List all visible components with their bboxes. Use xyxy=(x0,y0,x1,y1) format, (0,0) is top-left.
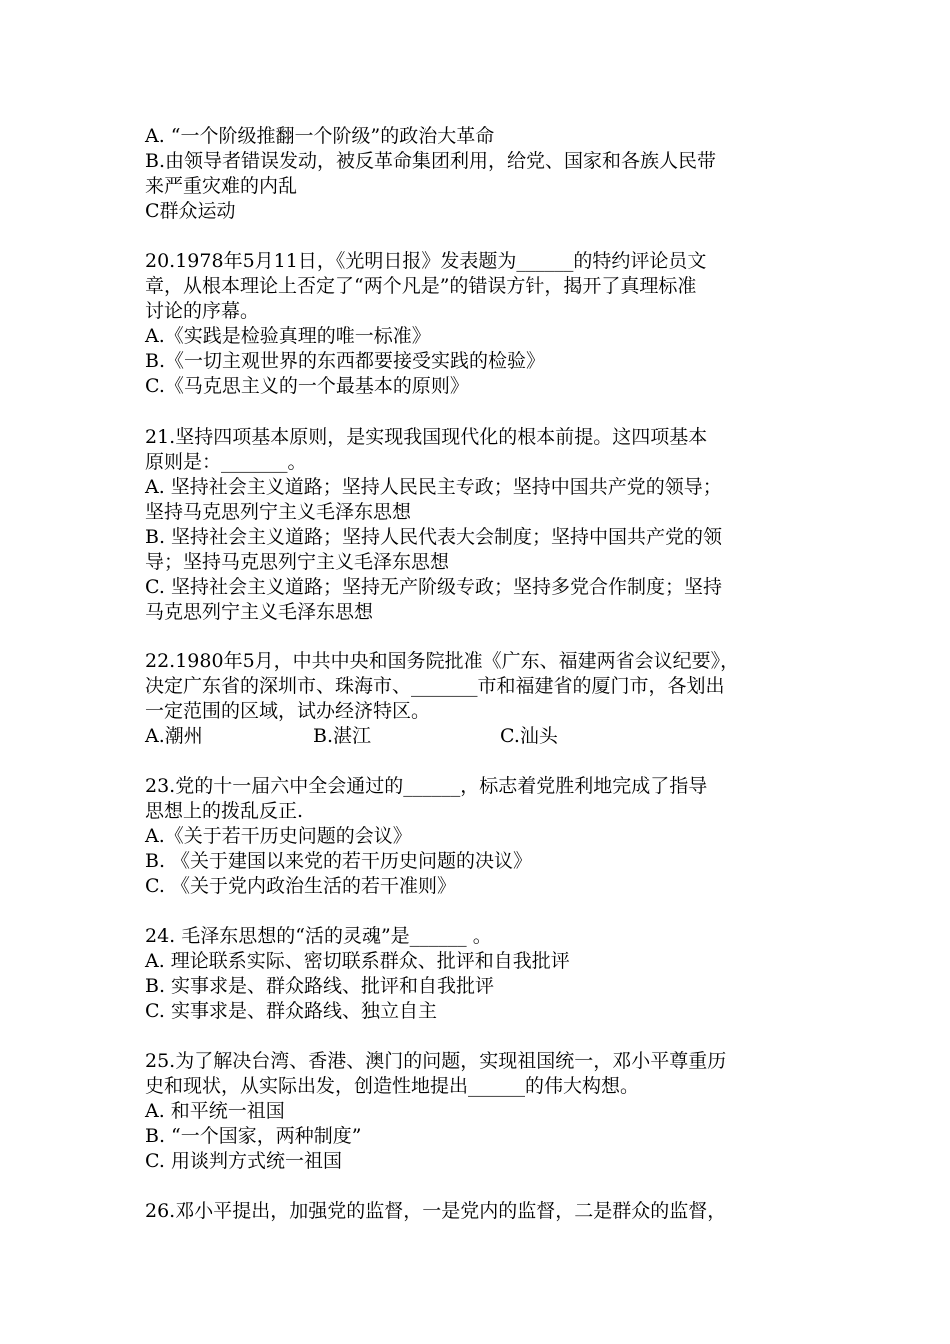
q21-option-a-continued: 坚持马克思列宁主义毛泽东思想 xyxy=(145,501,412,523)
option-c: C群众运动 xyxy=(145,200,236,222)
question-20-continued: 章，从根本理论上否定了“两个凡是”的错误方针，揭开了真理标准 xyxy=(145,275,697,297)
q21-option-c: C. 坚持社会主义道路；坚持无产阶级专政；坚持多党合作制度；坚持 xyxy=(145,576,722,598)
q22-option-c: C.汕头 xyxy=(500,725,558,747)
q22-option-a: A.潮州 xyxy=(145,725,203,747)
q25-option-b: B. “一个国家，两种制度” xyxy=(145,1125,362,1147)
question-25-continued: 史和现状，从实际出发，创造性地提出______的伟大构想。 xyxy=(145,1075,640,1097)
q20-option-b: B.《一切主观世界的东西都要接受实践的检验》 xyxy=(145,350,546,372)
q22-option-b: B.湛江 xyxy=(313,725,372,747)
question-25: 25.为了解决台湾、香港、澳门的问题，实现祖国统一，邓小平尊重历 xyxy=(145,1050,727,1072)
q20-option-a: A.《实践是检验真理的唯一标准》 xyxy=(145,325,431,347)
q23-option-c: C. 《关于党内政治生活的若干准则》 xyxy=(145,875,456,897)
question-21: 21.坚持四项基本原则，是实现我国现代化的根本前提。这四项基本 xyxy=(145,426,708,448)
q24-option-b: B. 实事求是、群众路线、批评和自我批评 xyxy=(145,975,495,997)
question-23-continued: 思想上的拨乱反正. xyxy=(145,800,304,822)
question-23: 23.党的十一届六中全会通过的______，标志着党胜利地完成了指导 xyxy=(145,775,708,797)
option-b: B.由领导者错误发动，被反革命集团利用，给党、国家和各族人民带 xyxy=(145,150,717,172)
question-24: 24. 毛泽东思想的“活的灵魂”是______ 。 xyxy=(145,925,492,947)
question-22-continued: 决定广东省的深圳市、珠海市、_______市和福建省的厦门市，各划出 xyxy=(145,675,725,697)
question-20: 20.1978年5月11日，《光明日报》发表题为______的特约评论员文 xyxy=(145,250,707,272)
option-b-continued: 来严重灾难的内乱 xyxy=(145,175,298,197)
q25-option-c: C. 用谈判方式统一祖国 xyxy=(145,1150,342,1172)
q21-option-b: B. 坚持社会主义道路；坚持人民代表大会制度；坚持中国共产党的领 xyxy=(145,526,723,548)
question-26: 26.邓小平提出，加强党的监督，一是党内的监督，二是群众的监督， xyxy=(145,1200,727,1222)
q23-option-b: B. 《关于建国以来党的若干历史问题的决议》 xyxy=(145,850,533,872)
q23-option-a: A.《关于若干历史问题的会议》 xyxy=(145,825,412,847)
option-a: A. “一个阶级推翻一个阶级”的政治大革命 xyxy=(145,125,495,147)
q21-option-a: A. 坚持社会主义道路；坚持人民民主专政；坚持中国共产党的领导； xyxy=(145,476,722,498)
question-22-continued: 一定范围的区域，试办经济特区。 xyxy=(145,700,431,722)
q24-option-a: A. 理论联系实际、密切联系群众、批评和自我批评 xyxy=(145,950,570,972)
q25-option-a: A. 和平统一祖国 xyxy=(145,1100,285,1122)
question-21-continued: 原则是：_______。 xyxy=(145,451,307,473)
question-22: 22.1980年5月，中共中央和国务院批准《广东、福建两省会议纪要》， xyxy=(145,650,740,672)
q21-option-c-continued: 马克思列宁主义毛泽东思想 xyxy=(145,601,374,623)
question-20-continued: 讨论的序幕。 xyxy=(145,300,260,322)
q24-option-c: C. 实事求是、群众路线、独立自主 xyxy=(145,1000,437,1022)
q21-option-b-continued: 导；坚持马克思列宁主义毛泽东思想 xyxy=(145,551,450,573)
q20-option-c: C.《马克思主义的一个最基本的原则》 xyxy=(145,375,469,397)
